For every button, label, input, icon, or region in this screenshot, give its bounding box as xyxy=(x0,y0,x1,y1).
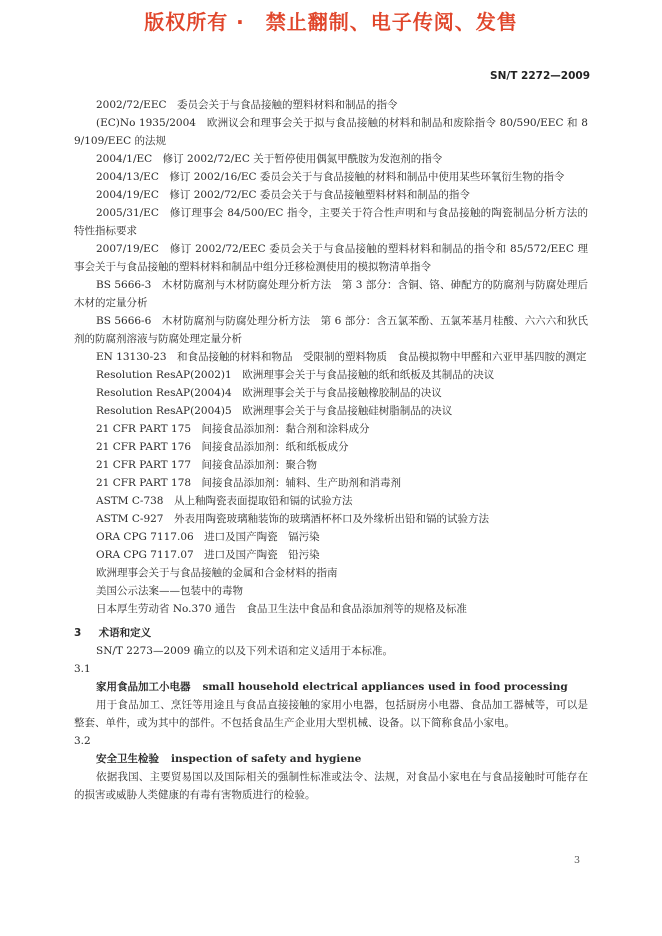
reference-item: 2004/19/EC 修订 2002/72/EC 委员会关于与食品接触塑料材料和制品的指令 xyxy=(96,189,470,201)
term-entry xyxy=(74,660,588,732)
reference-item: ASTM C-738 从上釉陶瓷表面提取铅和镉的试验方法 xyxy=(96,495,353,507)
reference-item: 21 CFR PART 176 间接食品添加剂：纸和纸板成分 xyxy=(96,441,349,453)
term-name-zh: 家用食品加工小电器 xyxy=(96,681,191,693)
term-name-en: inspection of safety and hygiene xyxy=(171,753,362,765)
standard-number: SN/T 2272—2009 xyxy=(490,70,590,82)
reference-item: 21 CFR PART 175 间接食品添加剂：黏合剂和涂料成分 xyxy=(96,423,370,435)
section-title: 术语和定义 xyxy=(98,627,152,639)
term-entry xyxy=(74,732,588,804)
term-definition: 依据我国、主要贸易国以及国际相关的强制性标准或法令、法规，对食品小家电在与食品接触时可能存在的损害或威胁人类健康的有毒有害物质进行的检验。 xyxy=(74,771,588,801)
section-intro: SN/T 2273—2009 确立的以及下列术语和定义适用于本标准。 xyxy=(96,645,394,657)
page-number: 3 xyxy=(573,855,580,866)
reference-item: ASTM C-927 外表用陶瓷玻璃釉装饰的玻璃酒杯杯口及外缘析出铅和镉的试验方法 xyxy=(96,513,489,525)
reference-item: EN 13130-23 和食品接触的材料和物品 受限制的塑料物质 食品模拟物中甲醛和六亚甲基四胺的测定 xyxy=(96,351,587,363)
reference-list xyxy=(74,96,588,618)
term-name-en: small household electrical appliances used in food processing xyxy=(202,681,568,693)
reference-item: 美国公示法案——包装中的毒物 xyxy=(96,585,243,597)
term-heading xyxy=(74,678,588,696)
reference-item: (EC)No 1935/2004 欧洲议会和理事会关于拟与食品接触的材料和制品和废除指令 80/590/EEC 和 89/109/EEC 的法规 xyxy=(74,117,588,147)
section-heading xyxy=(74,624,588,642)
reference-item: 2004/13/EC 修订 2002/16/EC 委员会关于与食品接触的材料和制品中使用某些环氧衍生物的指令 xyxy=(96,171,565,183)
reference-item: 日本厚生劳动省 No.370 通告 食品卫生法中食品和食品添加剂等的规格及标准 xyxy=(96,603,467,615)
reference-item: 21 CFR PART 178 间接食品添加剂：辅料、生产助剂和消毒剂 xyxy=(96,477,402,489)
reference-item: ORA CPG 7117.06 进口及国产陶瓷 镉污染 xyxy=(96,531,320,543)
reference-item: Resolution ResAP(2004)5 欧洲理事会关于与食品接触硅树脂制品的决议 xyxy=(96,405,453,417)
reference-item: 2004/1/EC 修订 2002/72/EC 关于暂停使用偶氮甲酰胺为发泡剂的指令 xyxy=(96,153,443,165)
document-body xyxy=(74,96,588,804)
reference-item: 欧洲理事会关于与食品接触的金属和合金材料的指南 xyxy=(96,567,338,579)
reference-item: BS 5666-6 木材防腐剂与防腐处理分析方法 第 6 部分：含五氯苯酚、五氯苯基月桂酸、六六六和狄氏剂的防腐剂溶液与防腐处理定量分析 xyxy=(74,315,588,345)
term-number: 3.2 xyxy=(74,735,91,747)
term-number: 3.1 xyxy=(74,663,91,675)
reference-item: BS 5666-3 木材防腐剂与木材防腐处理分析方法 第 3 部分：含铜、铬、砷配方的防腐剂与防腐处理后木材的定量分析 xyxy=(74,279,588,309)
reference-item: 2007/19/EC 修订 2002/72/EEC 委员会关于与食品接触的塑料材料和制品的指令和 85/572/EEC 理事会关于与食品接触的塑料材料和制品中组分迁移检测使用的模拟物清单指令 xyxy=(74,243,588,273)
section-number: 3 xyxy=(74,627,82,639)
reference-item: Resolution ResAP(2004)4 欧洲理事会关于与食品接触橡胶制品的决议 xyxy=(96,387,442,399)
copyright-banner: 版权所有 · 禁止翻制、电子传阅、发售 xyxy=(144,10,518,34)
reference-item: Resolution ResAP(2002)1 欧洲理事会关于与食品接触的纸和纸板及其制品的决议 xyxy=(96,369,495,381)
term-definition: 用于食品加工、烹饪等用途且与食品直接接触的家用小电器，包括厨房小电器、食品加工器械等，可以是整套、单件，或为其中的部件。不包括食品生产企业用大型机械、设备。以下简称食品小家电。 xyxy=(74,699,588,729)
term-name-zh: 安全卫生检验 xyxy=(96,753,159,765)
reference-item: 21 CFR PART 177 间接食品添加剂：聚合物 xyxy=(96,459,318,471)
reference-item: ORA CPG 7117.07 进口及国产陶瓷 铅污染 xyxy=(96,549,320,561)
term-heading xyxy=(74,750,588,768)
reference-item: 2002/72/EEC 委员会关于与食品接触的塑料材料和制品的指令 xyxy=(96,99,398,111)
reference-item: 2005/31/EC 修订理事会 84/500/EC 指令，主要关于符合性声明和与食品接触的陶瓷制品分析方法的特性指标要求 xyxy=(74,207,588,237)
